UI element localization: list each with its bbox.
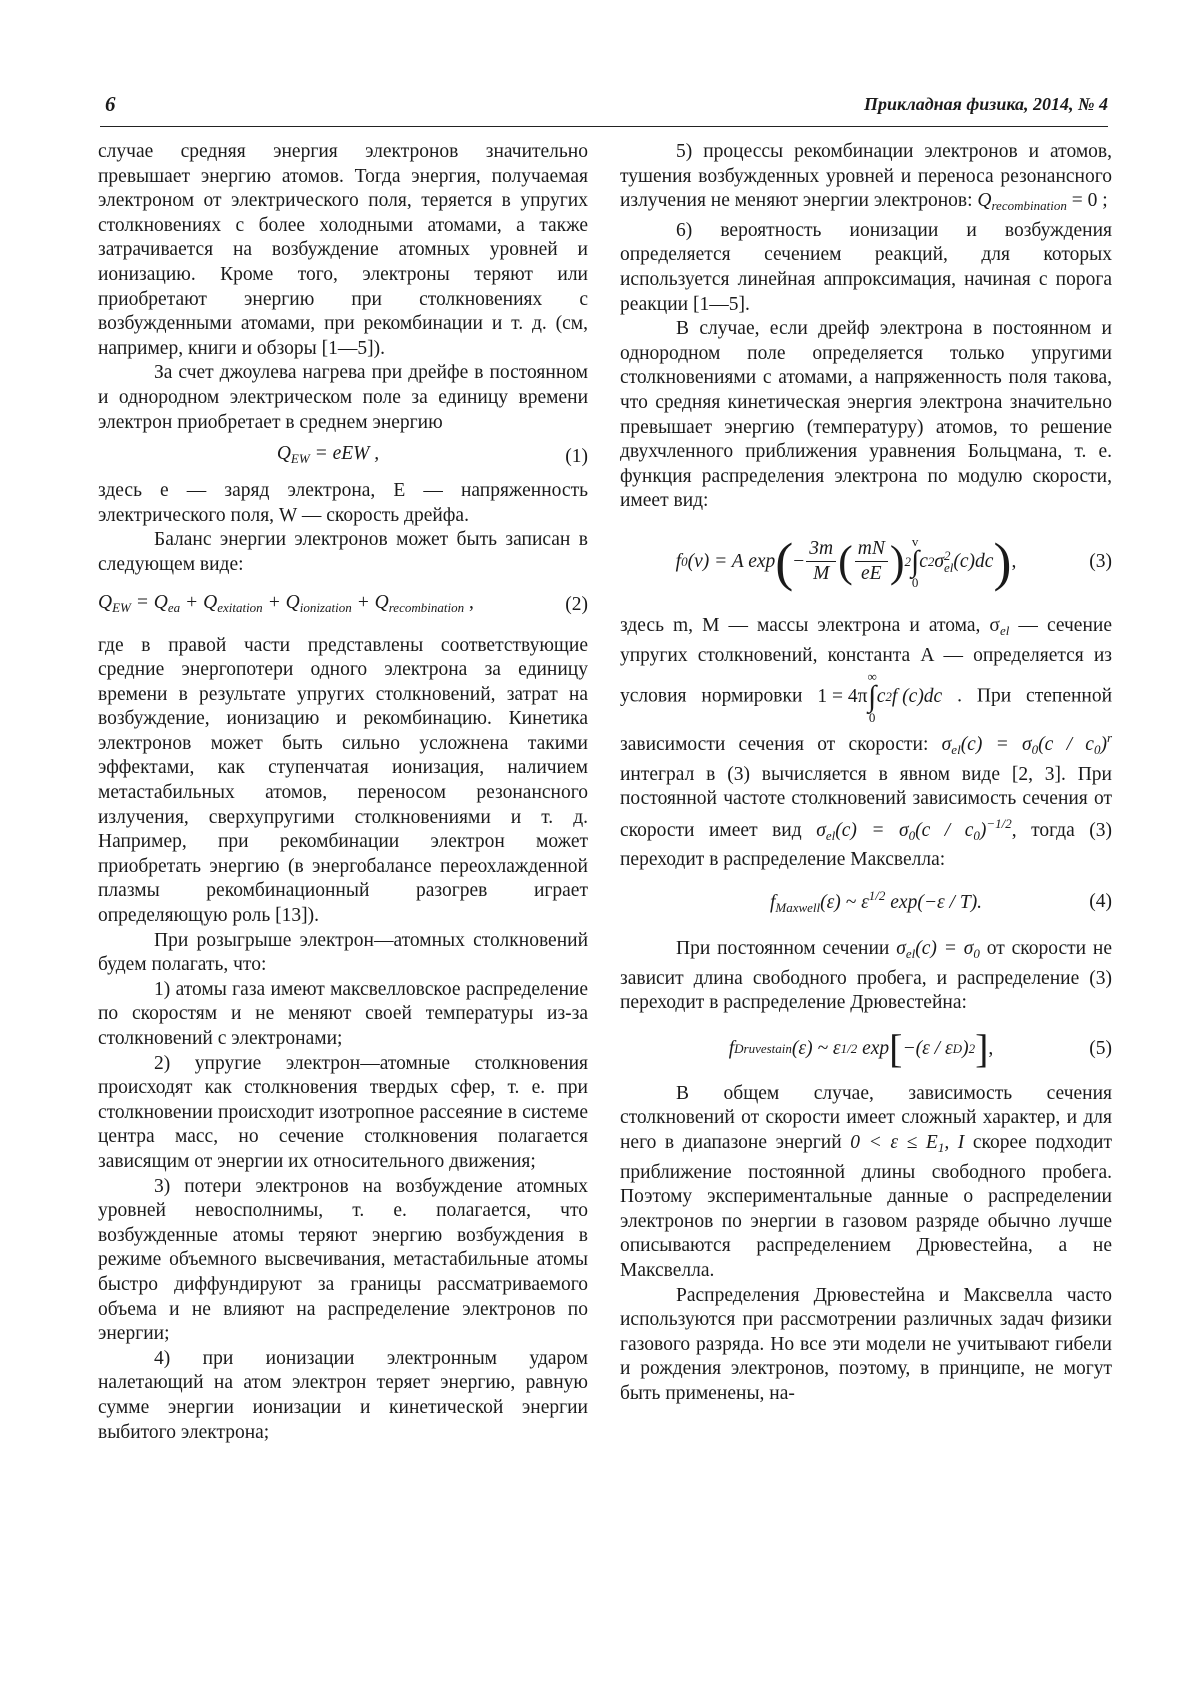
equation-4: [620, 873, 1112, 931]
text: (c / c: [915, 819, 974, 841]
eq5-sub: Druvestain: [734, 1040, 792, 1056]
text: здесь m, M — массы электрона и атома, σ: [620, 614, 1000, 636]
sub: el: [999, 622, 1010, 638]
list-item: 6) вероятность ионизации и возбуждения определяется сечением реакций, для которых используется линейная аппроксимация, начиная с порога реакции [1—5].: [620, 219, 1112, 315]
text: , I: [944, 1132, 965, 1154]
paragraph: случае средняя энергия электронов значительно превышает энергию атомов. Тогда энергия, получаемая электроном от электрического поля, теряется в упругих столкновениях с более холодными атомами, а также затрачивается на возбуждение атомных уровней и ионизацию. Кроме того, электроны теряют или приобретают энергию при столкновениях с возбужденными атомами, при рекомбинации и т. д. (см, например, книги и обзоры [1—5]).: [98, 141, 588, 359]
eq2-plus: +: [180, 591, 204, 613]
norm-sup: 2: [885, 688, 892, 704]
int-lower: 0: [868, 710, 876, 726]
eq4-arg: (ε) ~ ε: [820, 891, 869, 913]
eq2-q: Q: [374, 591, 389, 613]
text: от скорости не зависит длина свободного пробега, и распределение (3) переходит в распределение Дрювестейна:: [620, 938, 1112, 1014]
eq2-end: ,: [464, 591, 474, 613]
eq3-c: c: [919, 550, 928, 572]
eq5-inner-pow: 2: [968, 1040, 976, 1056]
sub: 0: [973, 827, 980, 843]
eq3-end: ,: [1011, 550, 1017, 572]
integral-sign: ∞ ∫ 0: [867, 669, 877, 726]
sub: el: [951, 742, 961, 758]
sub: 0: [908, 827, 916, 843]
text: . При степенной зависимости сечения от скорости:: [620, 685, 1113, 756]
paren-close: ): [993, 531, 1012, 592]
eq2-q: Q: [285, 591, 300, 613]
page-number: 6: [105, 92, 116, 116]
eq5-inner-close: ): [962, 1037, 969, 1059]
eq5-exp: exp: [857, 1037, 890, 1059]
eq3-f-sub: 0: [681, 553, 688, 569]
page-header: [100, 92, 1108, 127]
eq3-sigma-sub: el: [944, 559, 954, 575]
list-item: 3) потери электронов на возбуждение атомных уровней невосполнимы, т. е. полагается, что возбужденные атомы теряют энергию возбуждения в режиме объемного высвечивания, метастабильные атомы быстро диффундируют за границы рассматриваемого объема и не влияют на распределение электронов по энергии;: [98, 1175, 588, 1345]
eq3-c-sup: 2: [927, 553, 935, 569]
sigma: σ: [896, 938, 906, 960]
int-upper: ∞: [867, 669, 877, 685]
frac-num: 3m: [806, 537, 836, 562]
eq3-minus: −: [793, 550, 805, 572]
integral-sign: v ∫ 0: [911, 533, 920, 590]
paragraph: где в правой части представлены соответствующие средние энергопотери одного электрона за единицу времени в результате упругих столкновений, затрат на возбуждение, ионизацию и рекомбинацию. Кинетика электронов может быть сильно усложнена такими эффектами, как ступенчатая ионизация, наличием метастабильных атомов, переносом резонансного излучения, сверхупругими столкновениями и т. д. Например, при рекомбинации электрон может приобретать энергию (в энергобалансе переохлажденной плазмы рекомбинационный разогрев играет определяющую роль [13]).: [98, 634, 588, 927]
eq2-sub-rec: recombination: [388, 599, 465, 615]
eq4-sub: Maxwell: [775, 899, 821, 915]
eq2-q: Q: [153, 591, 168, 613]
equation-number: (2): [565, 594, 588, 616]
eq3-sigma: σ: [934, 550, 945, 572]
sigma: σ: [816, 819, 826, 841]
equation-number: (3): [1089, 550, 1112, 572]
text: В общем случае, зависимость сечения столкновений от скорости имеет сложный характер, и для него в диапазоне энергий: [620, 1082, 1112, 1154]
text: 0 < ε ≤ E: [850, 1132, 938, 1154]
text: скорее подходит приближение постоянной длины свободного пробега. Поэтому экспериментальные данные о распределении электронов по энергии в газовом разряде обычно лучше описываются распределением Дрювестейна, а не Максвелла.: [620, 1132, 1112, 1281]
eq5-f: f: [728, 1037, 735, 1059]
text: интеграл в (3) вычисляется в явном виде [2, 3]. При постоянной частоте столкновений зависимость сечения от скорости имеет вид: [620, 763, 1112, 841]
frac-num: mN: [855, 537, 888, 562]
equation-2: [98, 578, 588, 634]
left-column: [98, 140, 588, 1445]
text: — сечение упругих столкновений, константа A — определяется из условия нормировки: [620, 614, 1112, 707]
bracket-close: ]: [975, 1025, 989, 1071]
paragraph: В случае, если дрейф электрона в постоянном и однородном поле определяется только упругими столкновениями с атомами, а напряженность поля такова, что средняя кинетическая энергия электрона значительно превышает энергию (температуру) атомов, то решение двухчленного приближения уравнения Больцмана, т. е. функция распределения электрона по модулю скорости, имеет вид:: [620, 318, 1112, 512]
eq5-end: ,: [988, 1037, 994, 1059]
eq3-pow: 2: [904, 553, 912, 569]
eq5-arg: (ε) ~ ε: [791, 1037, 841, 1059]
eq2-equals: =: [130, 591, 154, 613]
sup: r: [1106, 730, 1112, 746]
journal-title: Прикладная физика, 2014, № 4: [863, 94, 1108, 114]
text: При постоянном сечении: [676, 938, 890, 960]
eq2-sub-ew: EW: [112, 599, 131, 615]
text: (c) = σ: [915, 938, 974, 960]
eq3-fraction: [806, 537, 836, 586]
paren-open: (: [775, 531, 794, 592]
eq2-sub-ea: ea: [167, 599, 181, 615]
sub: 0: [973, 946, 980, 962]
list-item: 2) упругие электрон—атомные столкновения происходят как столкновения твердых сфер, т. е. при столкновении происходит изотропное рассеяние в системе центра масс, но сечение столкновения полагается зависящим от энергии их относительного движения;: [98, 1052, 588, 1172]
sub: 0: [1093, 742, 1101, 758]
paragraph: Баланс энергии электронов может быть записан в следующем виде:: [98, 529, 588, 575]
eq5-inner: −(ε / ε: [902, 1037, 953, 1059]
paragraph: [620, 614, 1112, 873]
text: ): [979, 819, 987, 841]
text: (c) = σ: [960, 734, 1032, 756]
eq5-inner-sub: D: [952, 1040, 963, 1056]
paragraph: При розыгрыше электрон—атомных столкновений будем полагать, что:: [98, 929, 588, 976]
eq4-f: f: [769, 891, 776, 913]
sub: 0: [1031, 742, 1039, 758]
eq2-sub-ion: ionization: [299, 599, 352, 615]
right-column: [620, 140, 1112, 1407]
sigma: σ: [941, 734, 952, 756]
paren-close: ): [889, 536, 905, 586]
sub: el: [825, 827, 836, 843]
int-upper: v: [911, 533, 919, 549]
list-item: 1) атомы газа имеют максвелловское распределение по скоростям и не меняют своей температуры из-за столкновений с электронами;: [98, 978, 588, 1049]
sub: 1: [937, 1140, 945, 1156]
frac-den: M: [813, 563, 830, 585]
item5-q: Q: [977, 190, 992, 212]
paragraph: здесь e — заряд электрона, E — напряженность электрического поля, W — скорость дрейфа.: [98, 480, 588, 526]
frac-den: eE: [861, 563, 882, 585]
eq1-rhs: = eEW ,: [309, 443, 380, 465]
equation-5: [620, 1016, 1112, 1082]
eq2-q: Q: [98, 591, 113, 613]
paragraph: Распределения Дрювестейна и Максвелла часто используются при рассмотрении различных задач физики газового разряда. Но все эти модели не учитывают гибели и рождения электронов, поэтому, в принципе, не могут быть применены, на-: [620, 1284, 1112, 1404]
equation-3: [620, 514, 1112, 610]
eq2-plus: +: [351, 591, 375, 613]
list-item: 4) при ионизации электронным ударом налетающий на атом электрон теряет энергию, равную сумме энергии ионизации и кинетической энергии выбитого электрона;: [98, 1347, 588, 1443]
int-lower: 0: [911, 574, 919, 590]
eq4-rest: exp(−ε / T).: [885, 891, 983, 913]
norm-rest: f (c)dc: [891, 685, 943, 707]
eq1-lhs: Q: [276, 443, 291, 465]
sup: −1/2: [986, 815, 1012, 831]
equation-number: (5): [1089, 1037, 1112, 1059]
norm-lhs: 1 = 4π: [817, 685, 868, 707]
eq2-plus: +: [262, 591, 286, 613]
eq3-fraction: [855, 537, 888, 586]
eq3-sigma-sup: 2: [944, 547, 951, 563]
eq3-tail: (c)dc: [953, 550, 994, 572]
text: (c) = σ: [835, 819, 909, 841]
item5-text: 5) процессы рекомбинации электронов и атомов, тушения возбужденных уровней и переноса резонансного излучения не меняют энергии электронов:: [620, 141, 1112, 212]
equation-1: [98, 435, 588, 479]
eq4-pow: 1/2: [868, 887, 886, 903]
eq2-q: Q: [203, 591, 218, 613]
norm-c: c: [876, 685, 886, 707]
eq1-sub: EW: [290, 451, 310, 467]
equation-number: (1): [565, 445, 588, 467]
text: , тогда (3) переходит в распределение Максвелла:: [620, 819, 1113, 871]
text: (c / c: [1038, 734, 1094, 756]
eq5-pow: 1/2: [840, 1040, 858, 1056]
eq2-sub-ex: exitation: [217, 599, 263, 615]
item5-end: = 0 ;: [1066, 190, 1108, 212]
sub: el: [905, 946, 916, 962]
paragraph: [620, 937, 1112, 1016]
list-item: [620, 140, 1112, 219]
paragraph: За счет джоулева нагрева при дрейфе в постоянном и однородном электрическом поле за единицу времени электрон приобретает в среднем энергию: [98, 362, 588, 433]
equation-number: (4): [1089, 890, 1112, 912]
item5-sub: recombination: [991, 198, 1067, 214]
eq3-arg: (v) = A exp: [687, 550, 776, 572]
text: ): [1100, 734, 1107, 756]
paren-open: (: [838, 536, 853, 586]
paragraph: [620, 1082, 1112, 1284]
bracket-open: [: [889, 1025, 903, 1071]
eq3-f: f: [675, 550, 682, 572]
